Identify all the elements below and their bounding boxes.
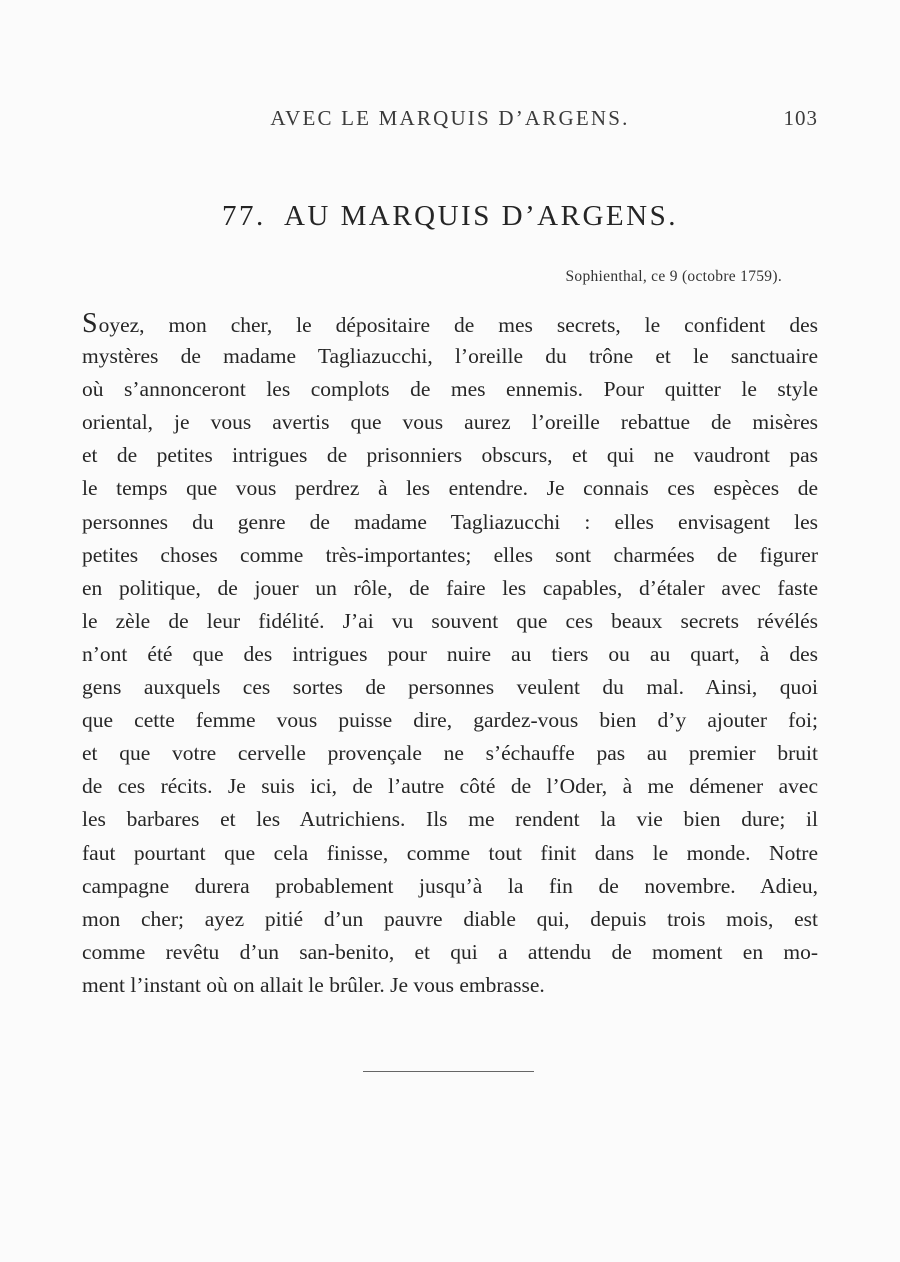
- text-line: que cette femme vous puisse dire, gardez-vous bien d’y ajouter foi;: [82, 708, 818, 733]
- text-line: où s’annonceront les complots de mes ennemis. Pour quitter le style: [82, 377, 818, 402]
- text-line: faut pourtant que cela finisse, comme tout finit dans le monde. Notre: [82, 840, 818, 865]
- letter-dateline: Sophienthal, ce 9 (octobre 1759).: [565, 268, 782, 285]
- text-line: comme revêtu d’un san-benito, et qui a attendu de moment en mo-: [82, 939, 818, 964]
- letter-body: [82, 307, 818, 1002]
- text-line-content: oyez, mon cher, le dépositaire de mes secrets, le confident des: [98, 313, 818, 337]
- text-line: les barbares et les Autrichiens. Ils me rendent la vie bien dure; il: [82, 807, 818, 832]
- text-line: campagne durera probablement jusqu’à la fin de novembre. Adieu,: [82, 873, 818, 898]
- letter-number: 77.: [222, 200, 266, 232]
- text-line: petites choses comme très-importantes; elles sont charmées de figurer: [82, 542, 818, 567]
- text-line: ment l’instant où on allait le brûler. Je vous embrasse.: [82, 972, 545, 997]
- end-rule: [363, 1071, 534, 1072]
- text-line: le temps que vous perdrez à les entendre. Je connais ces espèces de: [82, 476, 818, 501]
- running-head: [0, 106, 900, 138]
- text-line: gens auxquels ces sortes de personnes veulent du mal. Ainsi, quoi: [82, 675, 818, 700]
- text-line: le zèle de leur fidélité. J’ai vu souvent que ces beaux secrets révélés: [82, 608, 818, 633]
- text-line: n’ont été que des intrigues pour nuire au tiers ou au quart, à des: [82, 641, 818, 666]
- page-number: 103: [783, 106, 818, 130]
- text-line: personnes du genre de madame Tagliazucchi : elles envisagent les: [82, 509, 818, 534]
- text-line: et que votre cervelle provençale ne s’échauffe pas au premier bruit: [82, 741, 818, 766]
- text-line: mon cher; ayez pitié d’un pauvre diable qui, depuis trois mois, est: [82, 906, 818, 931]
- text-line: et de petites intrigues de prisonniers obscurs, et qui ne vaudront pas: [82, 443, 818, 468]
- text-line: en politique, de jouer un rôle, de faire les capables, d’étaler avec faste: [82, 575, 818, 600]
- text-line: de ces récits. Je suis ici, de l’autre côté de l’Oder, à me démener avec: [82, 774, 818, 799]
- text-line: oriental, je vous avertis que vous aurez l’oreille rebattue de misères: [82, 410, 818, 435]
- text-line: mystères de madame Tagliazucchi, l’oreille du trône et le sanctuaire: [82, 344, 818, 369]
- running-title: AVEC LE MARQUIS D’ARGENS.: [270, 106, 630, 130]
- drop-cap: S: [82, 308, 99, 339]
- letter-heading: [0, 200, 900, 233]
- text-line: [82, 307, 818, 340]
- letter-title: AU MARQUIS D’ARGENS.: [283, 200, 678, 232]
